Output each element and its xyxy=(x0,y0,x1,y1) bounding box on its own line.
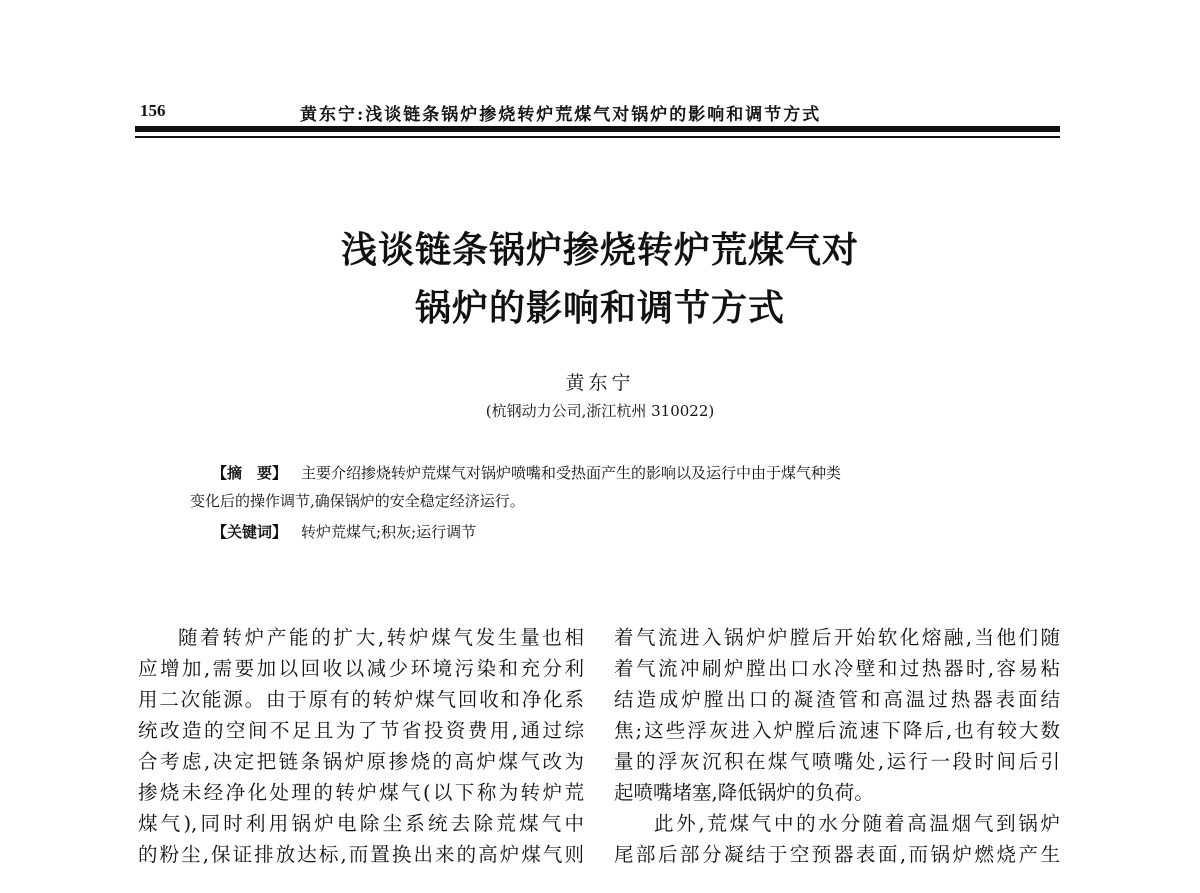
abstract-line-2: 变化后的操作调节,确保锅炉的安全稳定经济运行。 xyxy=(190,492,525,510)
author-affiliation: (杭钢动力公司,浙江杭州 310022) xyxy=(485,402,715,420)
header-rule-thick xyxy=(135,126,1060,132)
body-line: 的粉尘,保证排放达标,而置换出来的高炉煤气则 xyxy=(138,843,584,866)
body-right-column xyxy=(614,622,1060,870)
header-rule-thin xyxy=(135,136,1060,138)
article-title-line-1: 浅谈链条锅炉掺烧转炉荒煤气对 xyxy=(340,229,859,271)
body-line: 随着转炉产能的扩大,转炉煤气发生量也相 xyxy=(178,626,584,649)
body-line: 掺烧未经净化处理的转炉煤气(以下称为转炉荒 xyxy=(138,781,584,804)
article-title-line-2: 锅炉的影响和调节方式 xyxy=(414,287,785,329)
keywords-line xyxy=(212,521,476,542)
keywords-text: 转炉荒煤气;积灰;运行调节 xyxy=(301,523,477,541)
body-line: 应增加,需要加以回收以减少环境污染和充分利 xyxy=(138,657,584,680)
body-line: 量的浮灰沉积在煤气喷嘴处,运行一段时间后引 xyxy=(614,750,1060,773)
body-line: 起喷嘴堵塞,降低锅炉的负荷。 xyxy=(614,781,874,804)
body-line: 此外,荒煤气中的水分随着高温烟气到锅炉 xyxy=(654,812,1060,835)
abstract-label: 【摘 要】 xyxy=(212,464,288,482)
author-name: 黄东宁 xyxy=(565,372,635,394)
page-number: 156 xyxy=(140,101,166,120)
body-line: 用二次能源。由于原有的转炉煤气回收和净化系 xyxy=(138,688,584,711)
abstract-text: 主要介绍掺烧转炉荒煤气对锅炉喷嘴和受热面产生的影响以及运行中由于煤气种类 xyxy=(301,464,842,482)
running-header-title: 黄东宁:浅谈链条锅炉掺烧转炉荒煤气对锅炉的影响和调节方式 xyxy=(300,105,822,125)
keywords-label: 【关键词】 xyxy=(212,523,288,541)
body-line: 煤气),同时利用锅炉电除尘系统去除荒煤气中 xyxy=(138,812,584,835)
body-line: 结造成炉膛出口的凝渣管和高温过热器表面结 xyxy=(614,688,1060,711)
body-line: 着气流冲刷炉膛出口水冷壁和过热器时,容易粘 xyxy=(614,657,1060,680)
body-line: 尾部后部分凝结于空预器表面,而锅炉燃烧产生 xyxy=(614,843,1060,866)
body-line: 焦;这些浮灰进入炉膛后流速下降后,也有较大数 xyxy=(614,719,1060,742)
abstract-line-1 xyxy=(212,462,841,483)
body-line: 合考虑,决定把链条锅炉原掺烧的高炉煤气改为 xyxy=(138,750,584,773)
body-line: 统改造的空间不足且为了节省投资费用,通过综 xyxy=(138,719,584,742)
body-line: 着气流进入锅炉炉膛后开始软化熔融,当他们随 xyxy=(614,626,1060,649)
body-left-column xyxy=(138,622,584,870)
